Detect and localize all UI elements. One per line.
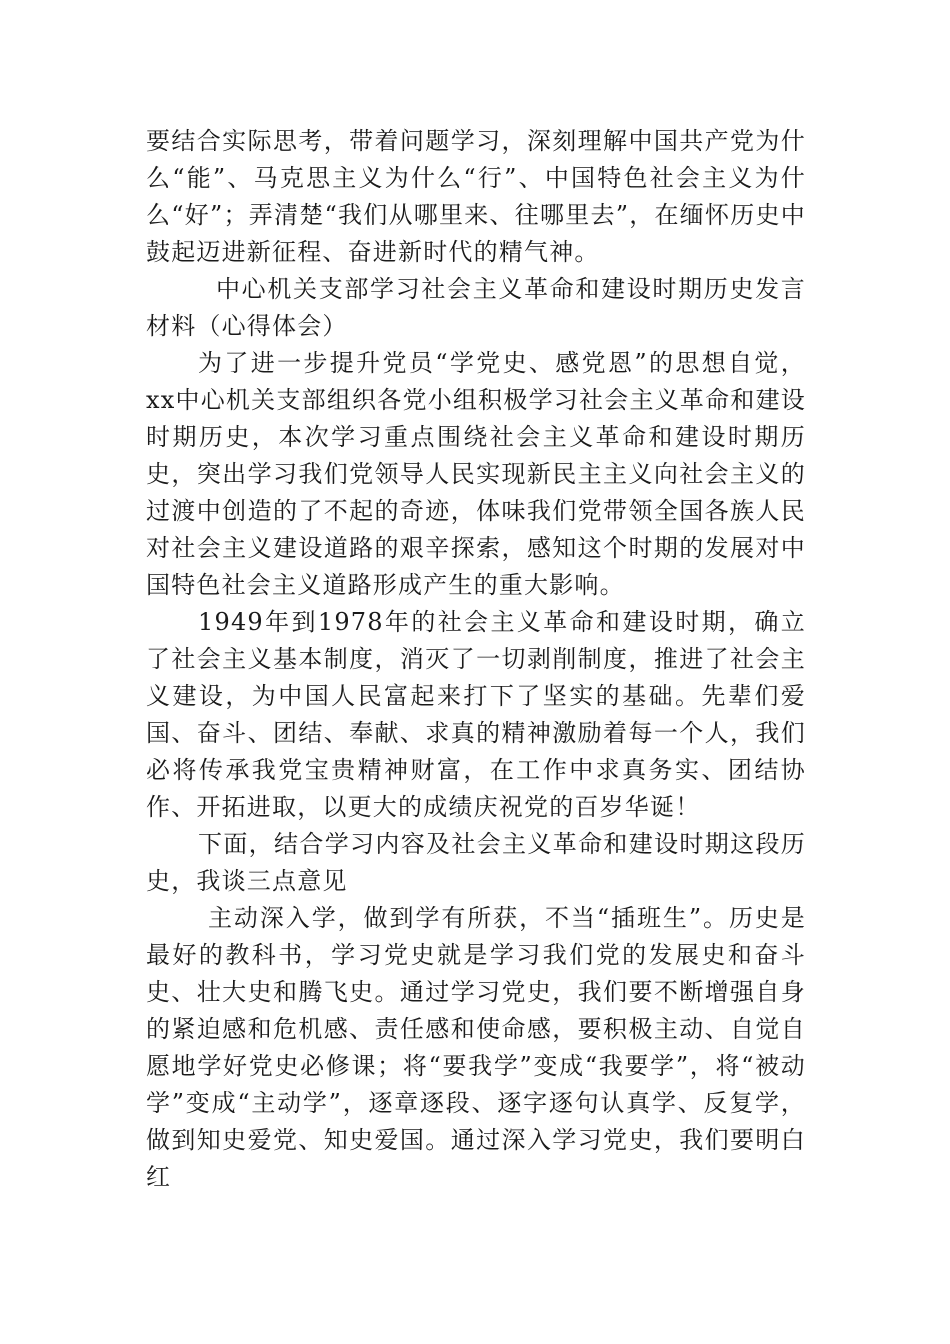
paragraph-point-one: 主动深入学，做到学有所获，不当“插班生”。历史是最好的教科书，学习党史就是学习我们党的发展史和奋斗史、壮大史和腾飞史。通过学习党史，我们要不断增强自身的紧迫感和危机感、责任感和使命感，要积极主动、自觉自愿地学好党史必修课；将“要我学”变成“我要学”，将“被动学”变成“主动学”，逐章逐段、逐字逐句认真学、反复学，做到知史爱党、知史爱国。通过深入学习党史，我们要明白红 xyxy=(146,904,806,1191)
paragraph-history: 1949年到1978年的社会主义革命和建设时期，确立了社会主义基本制度，消灭了一切剥削制度，推进了社会主义建设，为中国人民富起来打下了坚实的基础。先辈们爱国、奋斗、团结、奉献、求真的精神激励着每一个人，我们必将传承我党宝贵精神财富，在工作中求真务实、团结协作、开拓进取，以更大的成绩庆祝党的百岁华诞！ xyxy=(146,608,806,821)
section-title: 中心机关支部学习社会主义革命和建设时期历史发言材料（心得体会） xyxy=(146,275,806,340)
paragraph-intro: 为了进一步提升党员“学党史、感党恩”的思想自觉，xx中心机关支部组织各党小组积极学习社会主义革命和建设时期历史，本次学习重点围绕社会主义革命和建设时期历史，突出学习我们党领导人民实现新民主主义向社会主义的过渡中创造的了不起的奇迹，体味我们党带领全国各族人民对社会主义建设道路的艰辛探索，感知这个时期的发展对中国特色社会主义道路形成产生的重大影响。 xyxy=(146,349,806,599)
paragraph-opinions: 下面，结合学习内容及社会主义革命和建设时期这段历史，我谈三点意见 xyxy=(146,830,806,895)
paragraph-continuation: 要结合实际思考，带着问题学习，深刻理解中国共产党为什么“能”、马克思主义为什么“行”、中国特色社会主义为什么“好”；弄清楚“我们从哪里来、往哪里去”，在缅怀历史中鼓起迈进新征程、奋进新时代的精气神。 xyxy=(146,127,806,266)
document-body xyxy=(146,123,806,1196)
